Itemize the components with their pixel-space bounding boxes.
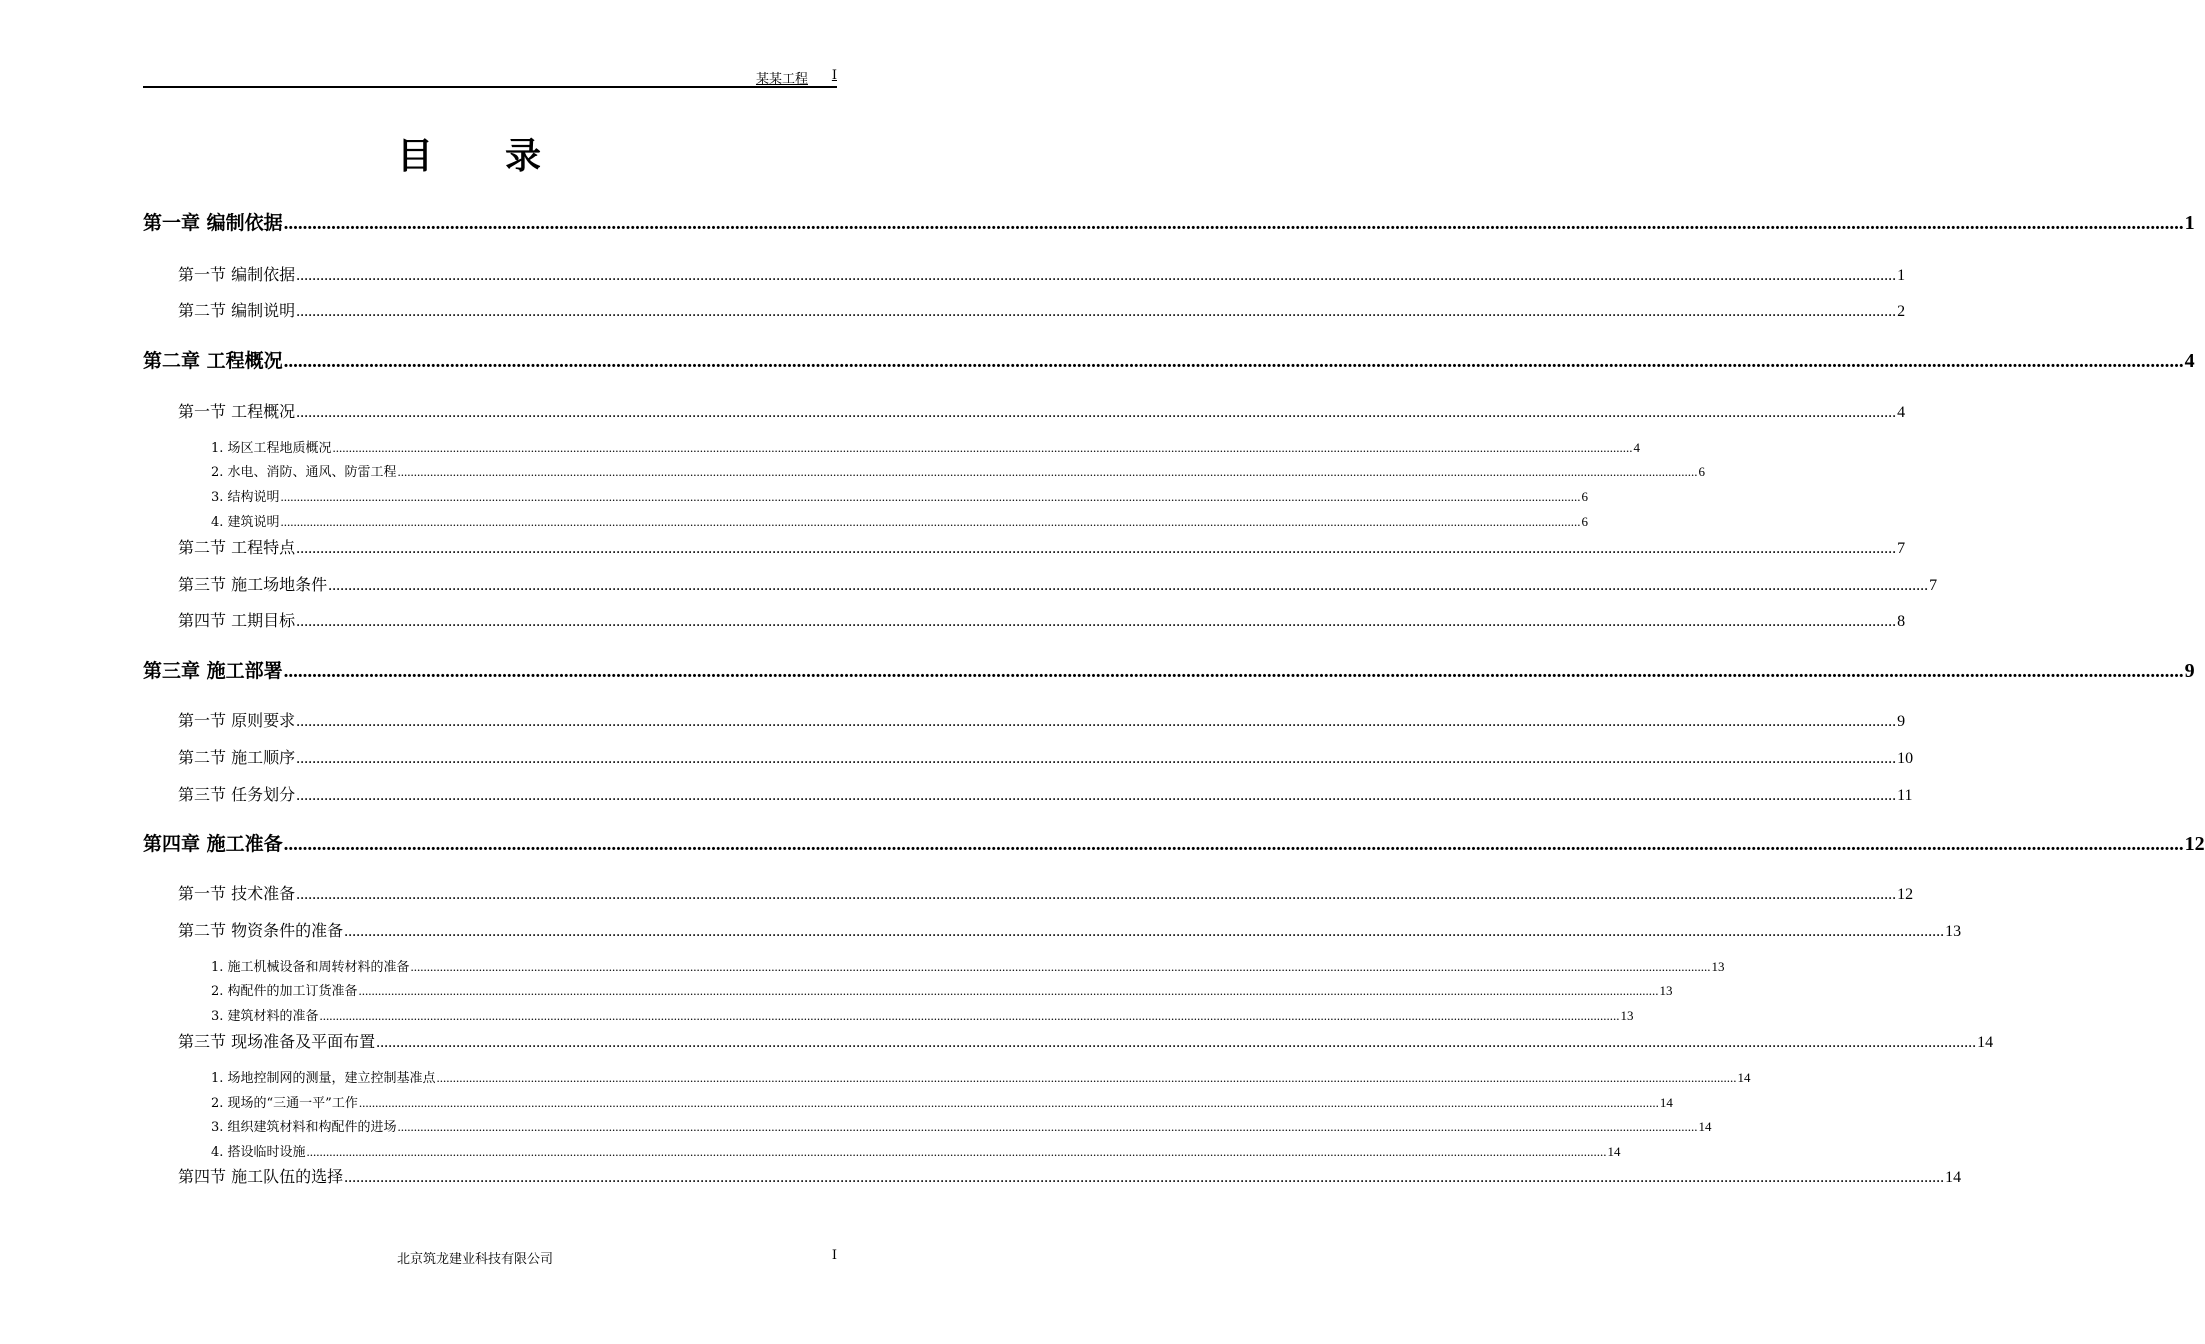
toc-entry-page: 9 [1897,713,1906,730]
toc-entry-page: 1 [1897,267,1906,284]
toc-entry-label: 第三节 现场准备及平面布置 [178,1032,376,1051]
toc-dot-leader: ................................................................................................................................................................................................................................................................................................................................................................................................................ [358,1095,1659,1110]
toc-subsection-entry[interactable] [211,1116,1712,1135]
toc-entry-page: 14 [1698,1119,1712,1134]
toc-entry-label: 3. 组织建筑材料和构配件的进场 [211,1120,397,1135]
toc-chapter-entry[interactable] [143,346,2195,373]
toc-entry-page: 6 [1698,464,1706,479]
header-doc-name: 某某工程 [755,72,808,87]
toc-entry-label: 第二节 编制说明 [178,301,296,320]
toc-entry-label: 第一节 技术准备 [178,884,296,903]
toc-dot-leader: ................................................................................................................................................................................................................................................................................................................................................................................................................ [283,213,2184,234]
toc-entry-label: 4. 搭设临时设施 [211,1145,306,1160]
toc-dot-leader: ................................................................................................................................................................................................................................................................................................................................................................................................................ [283,661,2184,682]
toc-entry-label: 第四章 施工准备 [143,833,283,855]
toc-entry-page: 14 [1607,1144,1621,1159]
toc-section-entry[interactable] [178,535,1906,558]
toc-entry-label: 第二章 工程概况 [143,350,283,372]
toc-entry-label: 1. 施工机械设备和周转材料的准备 [211,960,410,975]
toc-title: 目录 [396,136,613,177]
toc-dot-leader: ................................................................................................................................................................................................................................................................................................................................................................................................................ [376,1034,1977,1051]
toc-entry-page: 4 [1897,404,1906,421]
toc-entry-page: 12 [1897,886,1914,903]
toc-entry-label: 第一节 原则要求 [178,711,296,730]
toc-section-entry[interactable] [178,298,1906,321]
toc-entry-page: 4 [2184,350,2195,372]
toc-entry-label: 第二节 工程特点 [178,538,296,557]
toc-dot-leader: ................................................................................................................................................................................................................................................................................................................................................................................................................ [344,1169,1945,1186]
toc-entry-page: 10 [1897,750,1914,767]
toc-dot-leader: ................................................................................................................................................................................................................................................................................................................................................................................................................ [296,404,1897,421]
toc-dot-leader: ................................................................................................................................................................................................................................................................................................................................................................................................................ [296,787,1897,804]
toc-entry-label: 第三章 施工部署 [143,660,283,682]
toc-dot-leader: ................................................................................................................................................................................................................................................................................................................................................................................................................ [283,351,2184,372]
toc-section-entry[interactable] [178,1164,1962,1187]
toc-dot-leader: ................................................................................................................................................................................................................................................................................................................................................................................................................ [280,514,1581,529]
toc-entry-label: 第二节 施工顺序 [178,748,296,767]
toc-entry-page: 14 [1737,1070,1751,1085]
toc-dot-leader: ................................................................................................................................................................................................................................................................................................................................................................................................................ [296,886,1897,903]
toc-entry-page: 13 [1620,1008,1634,1023]
toc-entry-label: 第一章 编制依据 [143,212,283,234]
toc-dot-leader: ................................................................................................................................................................................................................................................................................................................................................................................................................ [296,613,1897,630]
toc-dot-leader: ................................................................................................................................................................................................................................................................................................................................................................................................................ [283,834,2184,855]
toc-subsection-entry[interactable] [211,486,1589,505]
toc-entry-label: 1. 场地控制网的测量，建立控制基准点 [211,1071,436,1086]
toc-dot-leader: ................................................................................................................................................................................................................................................................................................................................................................................................................ [436,1070,1737,1085]
toc-dot-leader: ................................................................................................................................................................................................................................................................................................................................................................................................................ [344,923,1945,940]
toc-section-entry[interactable] [178,608,1906,631]
toc-subsection-entry[interactable] [211,1005,1634,1024]
toc-entry-page: 9 [2184,660,2195,682]
toc-dot-leader: ................................................................................................................................................................................................................................................................................................................................................................................................................ [296,267,1897,284]
toc-chapter-entry[interactable] [143,208,2195,235]
footer-page-number: I [831,1248,837,1263]
toc-dot-leader: ................................................................................................................................................................................................................................................................................................................................................................................................................ [296,750,1897,767]
toc-entry-label: 第一节 编制依据 [178,265,296,284]
toc-subsection-entry[interactable] [211,980,1673,999]
toc-section-entry[interactable] [178,572,1938,595]
header-page-number: I [831,68,837,83]
toc-section-entry[interactable] [178,918,1962,941]
toc-subsection-entry[interactable] [211,1092,1673,1111]
toc-subsection-entry[interactable] [211,956,1725,975]
toc-entry-page: 6 [1581,489,1589,504]
toc-subsection-entry[interactable] [211,461,1706,480]
toc-section-entry[interactable] [178,881,1914,904]
toc-entry-page: 8 [1897,613,1906,630]
toc-chapter-entry[interactable] [143,829,2205,856]
toc-chapter-entry[interactable] [143,656,2195,683]
toc-dot-leader: ................................................................................................................................................................................................................................................................................................................................................................................................................ [397,1119,1698,1134]
toc-subsection-entry[interactable] [211,1141,1621,1160]
toc-dot-leader: ................................................................................................................................................................................................................................................................................................................................................................................................................ [280,489,1581,504]
toc-section-entry[interactable] [178,1029,1994,1052]
toc-dot-leader: ................................................................................................................................................................................................................................................................................................................................................................................................................ [296,540,1897,557]
toc-entry-page: 14 [1659,1095,1673,1110]
toc-entry-page: 2 [1897,303,1906,320]
footer-company: 北京筑龙建业科技有限公司 [396,1252,553,1267]
toc-dot-leader: ................................................................................................................................................................................................................................................................................................................................................................................................................ [319,1008,1620,1023]
toc-entry-label: 2. 现场的“三通一平”工作 [211,1096,358,1111]
toc-entry-label: 3. 结构说明 [211,490,280,505]
toc-entry-label: 2. 水电、消防、通风、防雷工程 [211,465,397,480]
toc-entry-label: 4. 建筑说明 [211,515,280,530]
toc-entry-page: 6 [1581,514,1589,529]
toc-subsection-entry[interactable] [211,511,1589,530]
toc-entry-label: 第三节 任务划分 [178,785,296,804]
toc-entry-page: 4 [1633,440,1641,455]
toc-entry-label: 第一节 工程概况 [178,402,296,421]
toc-dot-leader: ................................................................................................................................................................................................................................................................................................................................................................................................................ [296,303,1897,320]
toc-section-entry[interactable] [178,782,1913,805]
toc-dot-leader: ................................................................................................................................................................................................................................................................................................................................................................................................................ [296,713,1897,730]
toc-entry-label: 第三节 施工场地条件 [178,575,328,594]
toc-subsection-entry[interactable] [211,1067,1751,1086]
toc-entry-label: 第四节 工期目标 [178,611,296,630]
toc-entry-page: 1 [2184,212,2195,234]
toc-entry-page: 12 [2184,833,2205,855]
toc-entry-label: 第二节 物资条件的准备 [178,921,344,940]
toc-dot-leader: ................................................................................................................................................................................................................................................................................................................................................................................................................ [358,983,1659,998]
toc-entry-page: 13 [1945,923,1962,940]
toc-entry-page: 14 [1977,1034,1994,1051]
toc-section-entry[interactable] [178,262,1906,285]
toc-entry-label: 第四节 施工队伍的选择 [178,1167,344,1186]
toc-entry-label: 2. 构配件的加工订货准备 [211,984,358,999]
toc-dot-leader: ................................................................................................................................................................................................................................................................................................................................................................................................................ [306,1144,1607,1159]
toc-entry-label: 1. 场区工程地质概况 [211,441,332,456]
toc-entry-page: 13 [1711,959,1725,974]
toc-entry-page: 13 [1659,983,1673,998]
toc-section-entry[interactable] [178,399,1906,422]
toc-entry-page: 7 [1897,540,1906,557]
toc-section-entry[interactable] [178,708,1906,731]
toc-dot-leader: ................................................................................................................................................................................................................................................................................................................................................................................................................ [410,959,1711,974]
toc-subsection-entry[interactable] [211,437,1641,456]
toc-entry-page: 7 [1929,577,1938,594]
toc-section-entry[interactable] [178,745,1914,768]
toc-dot-leader: ................................................................................................................................................................................................................................................................................................................................................................................................................ [328,577,1929,594]
toc-dot-leader: ................................................................................................................................................................................................................................................................................................................................................................................................................ [332,440,1633,455]
toc-dot-leader: ................................................................................................................................................................................................................................................................................................................................................................................................................ [397,464,1698,479]
toc-entry-page: 11 [1897,787,1913,804]
toc-entry-label: 3. 建筑材料的准备 [211,1009,319,1024]
toc-entry-page: 14 [1945,1169,1962,1186]
